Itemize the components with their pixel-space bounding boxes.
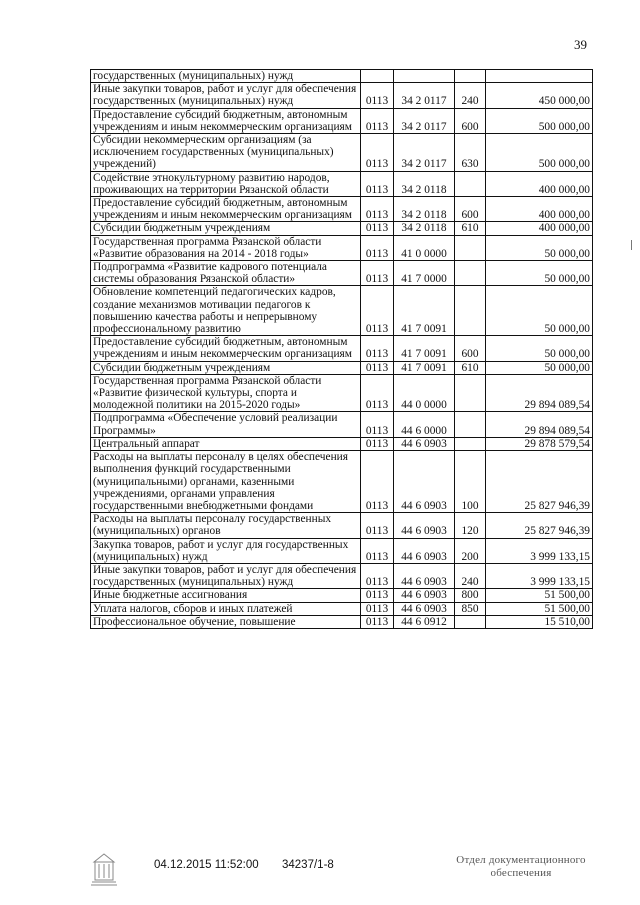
footer-department-stamp [446,854,596,880]
row-section: 0113 [361,615,394,628]
row-name: государственных (муниципальных) нужд [91,70,361,83]
row-csr: 44 6 0903 [394,538,455,563]
row-csr: 44 6 0903 [394,589,455,602]
row-csr: 34 2 0118 [394,171,455,196]
row-csr: 44 6 0903 [394,563,455,588]
row-section: 0113 [361,134,394,172]
table-row [91,451,593,513]
row-section: 0113 [361,83,394,108]
row-vr: 240 [455,563,486,588]
row-csr: 44 0 0000 [394,374,455,412]
row-section: 0113 [361,197,394,222]
row-name: Государственная программа Рязанской области «Развитие физической культуры, спорта и молодежной политики на 2015-2020 годы» [91,374,361,412]
table-row [91,437,593,450]
row-section: 0113 [361,412,394,437]
row-name: Иные бюджетные ассигнования [91,589,361,602]
row-name: Профессиональное обучение, повышение [91,615,361,628]
row-amount: 50 000,00 [486,361,593,374]
row-amount: 51 500,00 [486,589,593,602]
row-amount [486,70,593,83]
row-section: 0113 [361,538,394,563]
row-section: 0113 [361,222,394,235]
row-amount: 25 827 946,39 [486,513,593,538]
row-vr: 850 [455,602,486,615]
table-row [91,235,593,260]
row-name: Предоставление субсидий бюджетным, автономным учреждениям и иным некоммерческим организациям [91,197,361,222]
row-section: 0113 [361,108,394,133]
table-row [91,513,593,538]
row-name: Иные закупки товаров, работ и услуг для обеспечения государственных (муниципальных) нужд [91,563,361,588]
table-row [91,197,593,222]
table-row [91,374,593,412]
row-section: 0113 [361,451,394,513]
row-section: 0113 [361,589,394,602]
row-vr [455,412,486,437]
row-name: Субсидии бюджетным учреждениям [91,361,361,374]
row-vr [455,286,486,336]
row-name: Подпрограмма «Обеспечение условий реализации Программы» [91,412,361,437]
footer-dept-line2: обеспечения [490,867,552,879]
row-name: Предоставление субсидий бюджетным, автономным учреждениям и иным некоммерческим организациям [91,336,361,361]
table-row [91,602,593,615]
margin-mark [631,240,632,250]
row-csr: 44 6 0903 [394,602,455,615]
table-row [91,563,593,588]
row-amount: 400 000,00 [486,171,593,196]
footer-dept-line1: Отдел документационного [456,854,586,866]
row-amount: 3 999 133,15 [486,563,593,588]
table-row [91,108,593,133]
row-vr [455,171,486,196]
table-row [91,538,593,563]
row-csr: 44 6 0912 [394,615,455,628]
table-row [91,361,593,374]
row-section: 0113 [361,286,394,336]
table-row [91,83,593,108]
row-section [361,70,394,83]
row-vr: 630 [455,134,486,172]
row-csr: 41 7 0091 [394,286,455,336]
row-vr: 800 [455,589,486,602]
row-csr [394,70,455,83]
row-vr: 600 [455,197,486,222]
row-csr: 34 2 0118 [394,197,455,222]
row-csr: 44 6 0000 [394,412,455,437]
row-csr: 34 2 0117 [394,83,455,108]
row-vr [455,70,486,83]
row-section: 0113 [361,235,394,260]
row-vr: 120 [455,513,486,538]
row-csr: 44 6 0903 [394,513,455,538]
footer-datetime: 04.12.2015 11:52:00 [154,859,259,871]
row-name: Расходы на выплаты персоналу в целях обеспечения выполнения функций государственными (муниципальными) органами, казенными учреждениями, органами управления государственными внебюджетными фондами [91,451,361,513]
row-name: Расходы на выплаты персоналу государственных (муниципальных) органов [91,513,361,538]
row-csr: 44 6 0903 [394,451,455,513]
row-csr: 41 7 0091 [394,361,455,374]
row-amount: 29 894 089,54 [486,374,593,412]
row-name: Уплата налогов, сборов и иных платежей [91,602,361,615]
table-row [91,70,593,83]
row-name: Подпрограмма «Развитие кадрового потенциала системы образования Рязанской области» [91,261,361,286]
budget-table [90,69,593,629]
row-section: 0113 [361,437,394,450]
row-section: 0113 [361,513,394,538]
row-vr [455,235,486,260]
row-name: Иные закупки товаров, работ и услуг для обеспечения государственных (муниципальных) нужд [91,83,361,108]
row-amount: 400 000,00 [486,197,593,222]
row-amount: 29 894 089,54 [486,412,593,437]
table-row [91,615,593,628]
row-amount: 29 878 579,54 [486,437,593,450]
row-vr [455,261,486,286]
table-row [91,171,593,196]
row-section: 0113 [361,602,394,615]
row-name: Предоставление субсидий бюджетным, автономным учреждениям и иным некоммерческим организациям [91,108,361,133]
row-vr: 610 [455,222,486,235]
row-name: Обновление компетенций педагогических кадров, создание механизмов мотивации педагогов к повышению качества работы и непрерывному профессиональному развитию [91,286,361,336]
row-vr [455,615,486,628]
row-name: Содействие этнокультурному развитию народов, проживающих на территории Рязанской области [91,171,361,196]
row-amount: 50 000,00 [486,336,593,361]
row-vr: 610 [455,361,486,374]
table-row [91,336,593,361]
row-amount: 50 000,00 [486,235,593,260]
row-section: 0113 [361,563,394,588]
row-vr: 600 [455,108,486,133]
row-section: 0113 [361,361,394,374]
row-vr: 200 [455,538,486,563]
row-section: 0113 [361,374,394,412]
page-number: 39 [574,37,587,52]
table-row [91,412,593,437]
row-name: Закупка товаров, работ и услуг для государственных (муниципальных) нужд [91,538,361,563]
row-name: Государственная программа Рязанской области «Развитие образования на 2014 - 2018 годы» [91,235,361,260]
row-csr: 41 7 0000 [394,261,455,286]
row-csr: 34 2 0117 [394,134,455,172]
footer-doc-number: 34237/1-8 [282,859,334,871]
table-row [91,222,593,235]
row-amount: 50 000,00 [486,261,593,286]
row-csr: 41 0 0000 [394,235,455,260]
row-section: 0113 [361,171,394,196]
row-amount: 3 999 133,15 [486,538,593,563]
building-stamp-icon [90,852,118,886]
table-row [91,589,593,602]
row-name: Субсидии бюджетным учреждениям [91,222,361,235]
row-section: 0113 [361,336,394,361]
row-vr: 100 [455,451,486,513]
row-amount: 500 000,00 [486,108,593,133]
row-vr [455,437,486,450]
row-vr: 600 [455,336,486,361]
row-vr [455,374,486,412]
row-amount: 400 000,00 [486,222,593,235]
row-amount: 51 500,00 [486,602,593,615]
row-csr: 44 6 0903 [394,437,455,450]
row-name: Центральный аппарат [91,437,361,450]
row-amount: 15 510,00 [486,615,593,628]
row-csr: 34 2 0118 [394,222,455,235]
row-csr: 34 2 0117 [394,108,455,133]
table-row [91,261,593,286]
row-amount: 50 000,00 [486,286,593,336]
table-row [91,134,593,172]
row-amount: 450 000,00 [486,83,593,108]
row-name: Субсидии некоммерческим организациям (за исключением государственных (муниципальных) учреждений) [91,134,361,172]
table-row [91,286,593,336]
row-csr: 41 7 0091 [394,336,455,361]
row-section: 0113 [361,261,394,286]
row-vr: 240 [455,83,486,108]
row-amount: 500 000,00 [486,134,593,172]
row-amount: 25 827 946,39 [486,451,593,513]
